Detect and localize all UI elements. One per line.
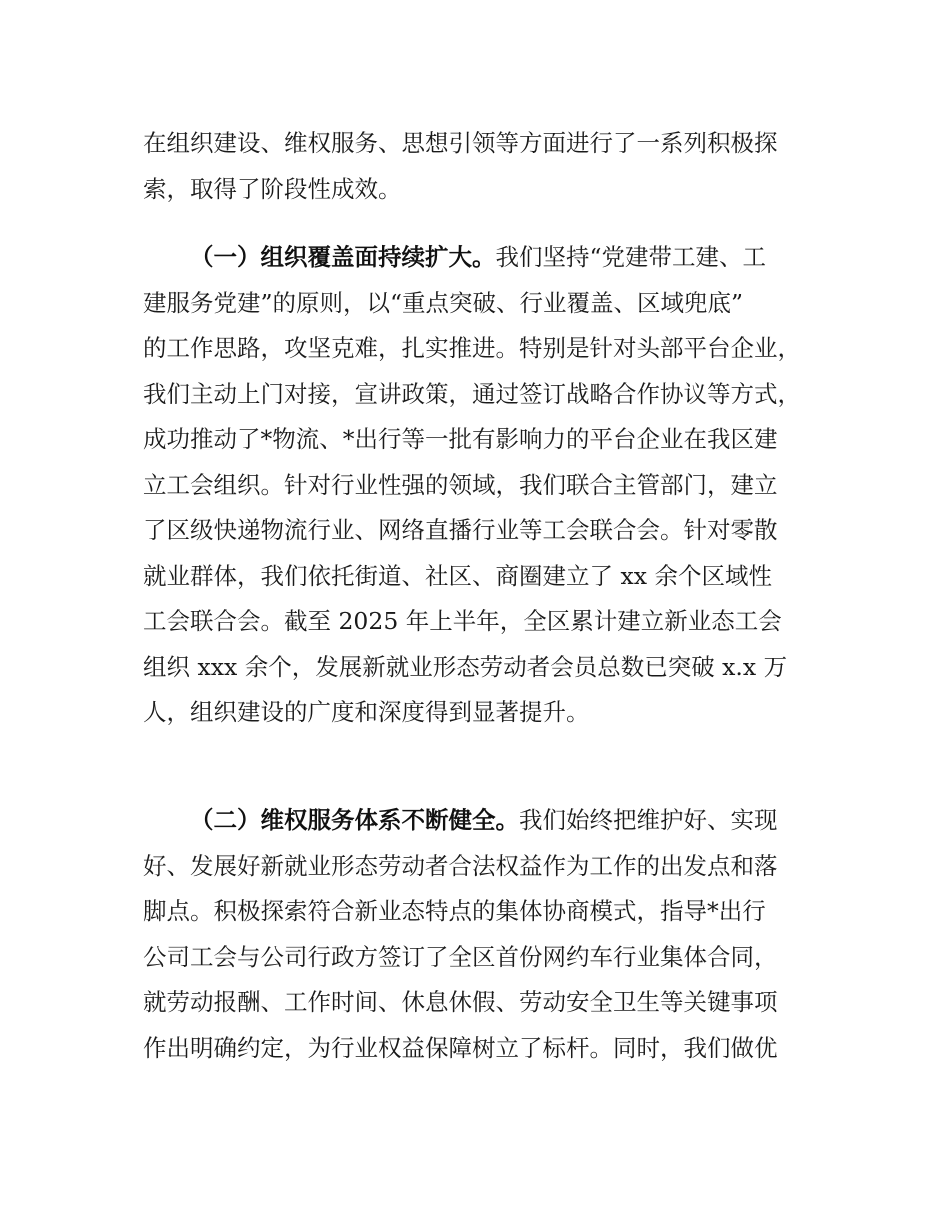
text-line: 就劳动报酬、工作时间、休息休假、劳动安全卫生等关键事项 [143,988,778,1016]
text-line: 工会联合会。截至 2025 年上半年，全区累计建立新业态工会 [143,607,782,635]
section-heading-2: （二）维权服务体系不断健全。 [190,806,519,834]
first-line-text: 我们坚持“党建带工建、工 [495,243,767,271]
first-line-text: 我们始终把维护好、实现 [519,806,778,834]
text-line: 立工会组织。针对行业性强的领域，我们联合主管部门，建立 [143,470,778,499]
text-line: 的工作思路，攻坚克难，扎实推进。特别是针对头部平台企业， [143,334,801,362]
paragraph-first-line [143,235,823,281]
section-heading-1: （一）组织覆盖面持续扩大。 [190,243,496,271]
text-line: 好、发展好新就业形态劳动者合法权益作为工作的出发点和落 [143,851,778,880]
paragraph-organization-coverage [143,235,823,736]
paragraph-rights-service [143,798,823,1071]
text-line: 作出明确约定，为行业权益保障树立了标杆。同时，我们做优 [143,1033,778,1062]
text-line: 公司工会与公司行政方签订了全区首份网约车行业集体合同， [143,942,778,971]
text-line: 索，取得了阶段性成效。 [143,174,402,203]
text-line: 人，组织建设的广度和深度得到显著提升。 [143,698,590,726]
text-line: 了区级快递物流行业、网络直播行业等工会联合会。针对零散 [143,516,778,544]
text-line: 组织 xxx 余个，发展新就业形态劳动者会员总数已突破 x.x 万 [143,652,788,681]
text-line: 成功推动了*物流、*出行等一批有影响力的平台企业在我区建 [143,425,778,453]
text-line: 脚点。积极探索符合新业态特点的集体协商模式，指导*出行 [143,897,766,925]
paragraph-intro [143,121,823,212]
paragraph-first-line [143,798,823,844]
text-line: 就业群体，我们依托街道、社区、商圈建立了 xx 余个区域性 [143,561,772,590]
text-line: 我们主动上门对接，宣讲政策，通过签订战略合作协议等方式， [143,379,801,408]
text-line: 在组织建设、维权服务、思想引领等方面进行了一系列积极探 [143,129,778,157]
text-line: 建服务党建”的原则，以“重点突破、行业覆盖、区域兜底” [143,288,744,317]
